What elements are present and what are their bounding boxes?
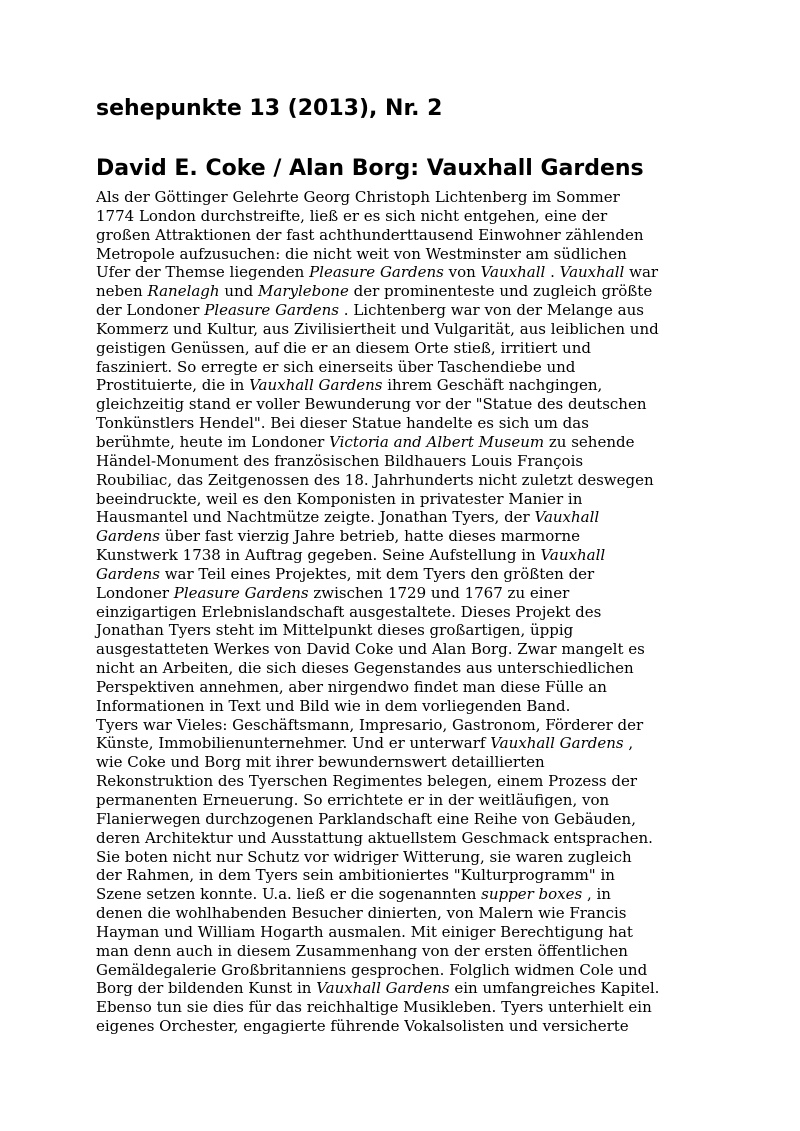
text-segment: Künste, Immobilienunternehmer. Und er unterwarf: [96, 734, 491, 753]
text-line: [96, 848, 706, 867]
text-segment: eigenes Orchester, engagierte führende Vokalsolisten und versicherte: [96, 1017, 629, 1036]
text-segment: ausgestatteten Werkes von David Coke und Alan Borg. Zwar mangelt es: [96, 640, 645, 659]
text-segment: einzigartigen Erlebnislandschaft ausgestaltete. Dieses Projekt des: [96, 602, 602, 621]
text-line: [96, 603, 706, 622]
text-segment: Hayman und William Hogarth ausmalen. Mit einiger Berechtigung hat: [96, 922, 633, 941]
text-segment: denen die wohlhabenden Besucher dinierten, von Malern wie Francis: [96, 904, 627, 923]
italic-text: Vauxhall: [534, 508, 600, 527]
text-line: [96, 998, 706, 1017]
text-segment: fasziniert. So erregte er sich einerseits über Taschendiebe und: [96, 357, 576, 376]
text-segment: Metropole aufzusuchen: die nicht weit von Westminster am südlichen: [96, 244, 627, 263]
text-line: [96, 433, 706, 452]
text-line: [96, 358, 706, 377]
text-line: [96, 621, 706, 640]
journal-heading: sehepunkte 13 (2013), Nr. 2: [96, 96, 443, 121]
text-segment: Jonathan Tyers steht im Mittelpunkt dieses großartigen, üppig: [96, 621, 574, 640]
text-line: [96, 810, 706, 829]
text-line: [96, 282, 706, 301]
text-segment: Ebenso tun sie dies für das reichhaltige Musikleben. Tyers unterhielt ein: [96, 998, 652, 1017]
text-line: [96, 508, 706, 527]
text-segment: geistigen Genüssen, auf die er an diesem Orte stieß, irritiert und: [96, 338, 591, 357]
text-line: [96, 490, 706, 509]
text-line: [96, 263, 706, 282]
text-segment: Ufer der Themse liegenden: [96, 263, 310, 282]
text-line: [96, 942, 706, 961]
text-line: [96, 979, 706, 998]
text-segment: .: [545, 263, 560, 282]
text-segment: Gemäldegalerie Großbritanniens gesprochen. Folglich widmen Cole und: [96, 960, 648, 979]
text-line: [96, 245, 706, 264]
text-segment: Hausmantel und Nachtmütze zeigte. Jonathan Tyers, der: [96, 508, 535, 527]
text-segment: zwischen 1729 und 1767 zu einer: [308, 583, 570, 602]
text-line: [96, 207, 706, 226]
text-line: [96, 452, 706, 471]
text-line: [96, 753, 706, 772]
text-segment: neben: [96, 282, 148, 301]
text-segment: , in: [582, 885, 611, 904]
text-segment: 1774 London durchstreifte, ließ er es sich nicht entgehen, eine der: [96, 206, 608, 225]
text-line: [96, 565, 706, 584]
text-line: [96, 471, 706, 490]
italic-text: Marylebone: [258, 282, 349, 301]
text-segment: Kommerz und Kultur, aus Zivilisiertheit und Vulgarität, aus leiblichen und: [96, 319, 659, 338]
text-line: [96, 546, 706, 565]
italic-text: supper boxes: [481, 885, 583, 904]
text-segment: Als der Göttinger Gelehrte Georg Christoph Lichtenberg im Sommer: [96, 188, 620, 206]
text-segment: und: [219, 282, 259, 301]
text-line: [96, 640, 706, 659]
italic-text: Vauxhall: [540, 546, 606, 565]
text-line: [96, 678, 706, 697]
text-segment: über fast vierzig Jahre betrieb, hatte dieses marmorne: [159, 527, 581, 546]
text-segment: zu sehende: [544, 432, 635, 451]
text-segment: der prominenteste und zugleich größte: [348, 282, 653, 301]
text-line: [96, 584, 706, 603]
italic-text: Pleasure Gardens: [173, 583, 309, 602]
text-line: [96, 791, 706, 810]
text-segment: Flanierwegen durchzogenen Parklandschaft eine Reihe von Gebäuden,: [96, 809, 636, 828]
text-segment: ,: [623, 734, 634, 753]
text-segment: der Londoner: [96, 301, 205, 320]
italic-text: Vauxhall Gardens: [316, 979, 450, 998]
text-segment: beeindruckte, weil es den Komponisten in privatester Manier in: [96, 489, 583, 508]
text-line: [96, 734, 706, 753]
text-line: [96, 320, 706, 339]
text-line: [96, 376, 706, 395]
text-segment: Kunstwerk 1738 in Auftrag gegeben. Seine Aufstellung in: [96, 546, 541, 565]
text-segment: Borg der bildenden Kunst in: [96, 979, 317, 998]
text-segment: war: [624, 263, 659, 282]
text-line: [96, 961, 706, 980]
italic-text: Victoria and Albert Museum: [329, 432, 545, 451]
text-segment: großen Attraktionen der fast achthunderttausend Einwohner zählenden: [96, 225, 644, 244]
italic-text: Vauxhall: [480, 263, 546, 282]
text-line: [96, 829, 706, 848]
review-title: David E. Coke / Alan Borg: Vauxhall Gardens: [96, 156, 644, 181]
text-line: [96, 188, 706, 207]
text-segment: Informationen in Text und Bild wie in dem vorliegenden Band.: [96, 696, 571, 715]
italic-text: Vauxhall: [559, 263, 625, 282]
text-segment: Londoner: [96, 583, 174, 602]
text-segment: man denn auch in diesem Zusammenhang von der ersten öffentlichen: [96, 941, 628, 960]
document-page: [96, 92, 706, 1036]
text-segment: der Rahmen, in dem Tyers sein ambitioniertes "Kulturprogramm" in: [96, 866, 615, 885]
text-segment: deren Architektur und Ausstattung aktuellstem Geschmack entsprachen.: [96, 828, 653, 847]
text-segment: Szene setzen konnte. U.a. ließ er die sogenannten: [96, 885, 482, 904]
text-line: [96, 772, 706, 791]
text-segment: Rekonstruktion des Tyerschen Regimentes belegen, einem Prozess der: [96, 772, 638, 791]
text-segment: Perspektiven annehmen, aber nirgendwo findet man diese Fülle an: [96, 677, 607, 696]
text-segment: von: [443, 263, 481, 282]
text-segment: gleichzeitig stand er voller Bewunderung vor der "Statue des deutschen: [96, 395, 647, 414]
review-body: [96, 188, 706, 1036]
text-segment: war Teil eines Projektes, mit dem Tyers den größten der: [159, 564, 595, 583]
text-segment: Roubiliac, das Zeitgenossen des 18. Jahrhunderts nicht zuletzt deswegen: [96, 470, 654, 489]
text-segment: nicht an Arbeiten, die sich dieses Gegenstandes aus unterschiedlichen: [96, 659, 634, 678]
text-segment: Tonkünstlers Hendel". Bei dieser Statue handelte es sich um das: [96, 414, 589, 433]
italic-text: Vauxhall Gardens: [249, 376, 383, 395]
text-line: [96, 659, 706, 678]
text-line: [96, 716, 706, 735]
text-segment: Prostituierte, die in: [96, 376, 250, 395]
text-line: [96, 414, 706, 433]
text-line: [96, 1017, 706, 1036]
text-line: [96, 923, 706, 942]
text-line: [96, 866, 706, 885]
text-segment: Sie boten nicht nur Schutz vor widriger Witterung, sie waren zugleich: [96, 847, 632, 866]
text-segment: wie Coke und Borg mit ihrer bewundernswert detaillierten: [96, 753, 545, 772]
text-segment: ihrem Geschäft nachgingen,: [382, 376, 603, 395]
italic-text: Pleasure Gardens: [309, 263, 444, 282]
text-segment: berühmte, heute im Londoner: [96, 432, 330, 451]
text-line: [96, 339, 706, 358]
text-line: [96, 395, 706, 414]
text-line: [96, 527, 706, 546]
text-segment: . Lichtenberg war von der Melange aus: [339, 301, 644, 320]
italic-text: Gardens: [96, 527, 160, 546]
text-segment: permanenten Erneuerung. So errichtete er in der weitläufigen, von: [96, 791, 610, 809]
text-line: [96, 301, 706, 320]
italic-text: Pleasure Gardens: [204, 301, 340, 320]
italic-text: Vauxhall Gardens: [490, 734, 624, 753]
italic-text: Ranelagh: [147, 282, 220, 301]
text-line: [96, 226, 706, 245]
text-segment: ein umfangreiches Kapitel.: [449, 979, 660, 998]
text-line: [96, 697, 706, 716]
text-line: [96, 885, 706, 904]
text-segment: Tyers war Vieles: Geschäftsmann, Impresario, Gastronom, Förderer der: [96, 715, 644, 734]
italic-text: Gardens: [96, 564, 160, 583]
text-line: [96, 904, 706, 923]
text-segment: Händel-Monument des französischen Bildhauers Louis François: [96, 451, 584, 470]
